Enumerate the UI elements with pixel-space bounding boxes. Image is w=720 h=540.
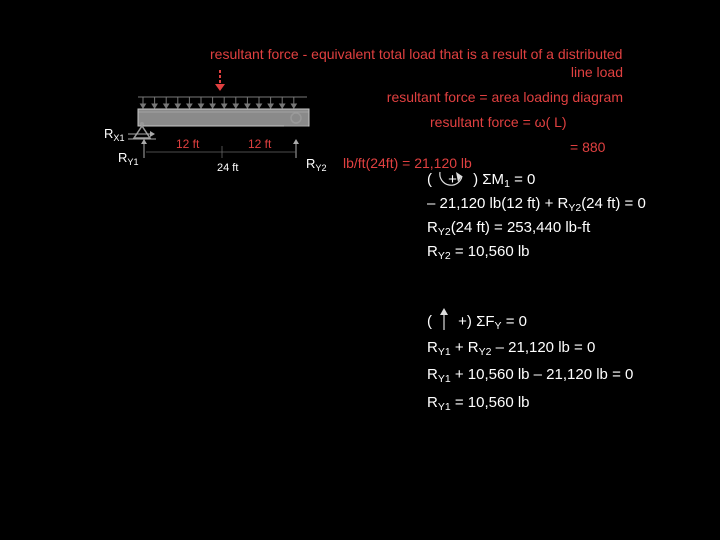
ry2-label: $R_{Y2}$ (306, 156, 327, 173)
force-equation-line-3: $R_{Y1} + 10,560$ lb – 21,120 lb = 0 (427, 366, 634, 385)
definition-line-2: line load (570, 64, 623, 80)
calc-line-2: lb/ft(24ft) = 21,120 lb (343, 155, 472, 171)
load-arrowhead (187, 104, 192, 108)
load-arrowhead (291, 104, 296, 108)
load-arrowhead (175, 104, 180, 108)
load-arrowhead (280, 104, 285, 108)
load-arrowhead (245, 104, 250, 108)
calc-line-1: = 880 (570, 139, 606, 155)
load-arrowhead (268, 104, 273, 108)
area-note: resultant force = area loading diagram (386, 89, 623, 105)
load-arrowhead (233, 104, 238, 108)
load-arrowhead (152, 104, 157, 108)
load-arrowhead (222, 104, 227, 108)
load-arrowhead (164, 104, 169, 108)
moment-equation-line-3: $R_{Y2}(24$ ft) = 253,440 lb-ft (427, 219, 591, 238)
force-equation-result: $R_{Y1} = 10,560$ lb (427, 394, 530, 413)
load-arrowhead (210, 104, 215, 108)
rx1-label: $R_{X1}$ (104, 126, 125, 143)
moment-equation-result: $R_{Y2} = 10,560$ lb (427, 243, 530, 262)
resultant-arrowhead (215, 84, 225, 91)
definition-line-1: resultant force - equivalent total load that is a result of a distributed (210, 46, 623, 62)
load-arrowhead (141, 104, 146, 108)
moment-equation-line-2: – 21,120 lb(12 $ft) + R_{Y2}(24$ ft) = 0 (427, 195, 646, 214)
beam (138, 109, 309, 126)
load-arrowhead (257, 104, 262, 108)
span-right-label: 12 ft (248, 137, 272, 151)
moment-equation-header: ( + ) $\Sigma M_1 = 0$ (427, 171, 536, 190)
distributed-load (138, 97, 307, 108)
pin-support (134, 126, 150, 138)
load-arrowhead (199, 104, 204, 108)
resultant-formula: resultant force = ω( L) (430, 114, 567, 130)
ry1-label: $R_{Y1}$ (118, 150, 139, 167)
span-left-label: 12 ft (176, 137, 200, 151)
span-total-label: 24 ft (217, 162, 239, 174)
force-equation-line-2: $R_{Y1} + R_{Y2} - 21,120$ lb = 0 (427, 339, 596, 358)
force-equation-header: ( +) $\Sigma F_Y = 0$ (427, 313, 527, 332)
